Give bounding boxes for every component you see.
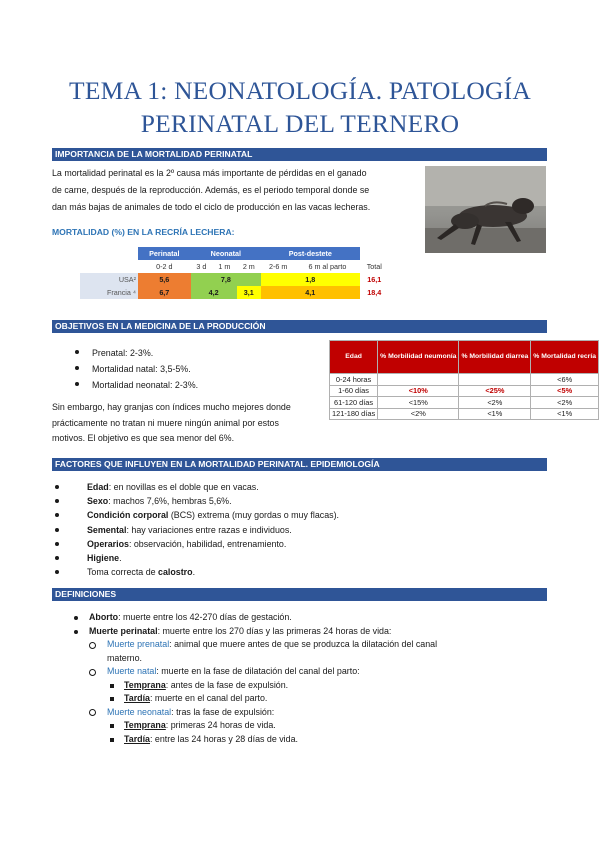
- paragraph-line: La mortalidad perinatal es la 2º causa más importante de pérdidas en el ganado: [52, 168, 367, 178]
- row-label: USA²: [80, 273, 138, 286]
- table-header-row: [80, 247, 389, 260]
- paragraph-line: prácticamente no tratan ni muere ningún animal por estos: [52, 417, 279, 428]
- list-item: [52, 508, 532, 522]
- table-cell: 61-120 días: [330, 397, 378, 409]
- table-cell: <6%: [531, 374, 599, 386]
- factor-text: .: [119, 553, 122, 564]
- table-cell: <5%: [531, 385, 599, 397]
- list-item: [52, 692, 547, 706]
- table-header-cell: Perinatal: [138, 247, 191, 260]
- table-row: [80, 286, 389, 299]
- list-item: [52, 537, 532, 551]
- table-cell: 1,8: [261, 273, 360, 286]
- table-header-cell: Neonatal: [191, 247, 261, 260]
- row-label: Francia ⁴: [80, 286, 138, 299]
- factor-term: Sexo: [87, 496, 109, 507]
- table-cell: <1%: [531, 408, 599, 420]
- calf-photo: [425, 166, 546, 253]
- list-item: [52, 611, 547, 625]
- table-row: [330, 408, 599, 420]
- table-cell: 5,6: [138, 273, 191, 286]
- def-term: Muerte neonatal: [107, 706, 172, 717]
- paragraph-line: de carne, después de la reproducción. Además, es el periodo temporal donde se: [52, 185, 370, 195]
- table-subheader-cell: 1 m: [212, 260, 236, 273]
- table-subheader-cell: 0-2 d: [138, 260, 191, 273]
- table-cell: [378, 374, 459, 386]
- factor-text: : en novillas es el doble que en vacas.: [108, 482, 259, 492]
- factor-term: Higiene: [87, 553, 120, 564]
- def-term: Tardía: [124, 733, 150, 744]
- table-cell: 121-180 días: [330, 408, 378, 420]
- def-term: Temprana: [124, 720, 166, 730]
- table-row: [330, 385, 599, 397]
- table-cell: <2%: [531, 397, 599, 409]
- factor-text: .: [192, 567, 196, 578]
- table-subheader-row: [80, 260, 389, 273]
- section-heading-objetivos: OBJETIVOS EN LA MEDICINA DE LA PRODUCCIÓN: [52, 320, 547, 333]
- list-item: [52, 665, 547, 679]
- table-header-cell: Post-destete: [261, 247, 360, 260]
- table-header-row: [330, 341, 599, 374]
- list-item: [52, 551, 532, 565]
- def-term: Aborto: [89, 612, 119, 622]
- list-item: [52, 494, 532, 508]
- table-cell: <1%: [459, 408, 531, 420]
- factor-term: Condición corporal: [87, 510, 169, 521]
- def-text: materno.: [107, 652, 143, 663]
- paragraph-line: dan más bajas de animales de todo el ciclo de producción en las vacas lecheras.: [52, 202, 371, 212]
- def-term: Muerte natal: [107, 666, 157, 676]
- list-item: [52, 523, 532, 537]
- table-subheader-cell: 2-6 m: [261, 260, 295, 273]
- title-line-2: PERINATAL DEL TERNERO: [140, 109, 460, 138]
- table-cell: <10%: [378, 385, 459, 397]
- factor-text: : hay variaciones entre razas e individuos.: [126, 524, 292, 535]
- table-cell: 3,1: [237, 286, 261, 299]
- list-item: [52, 733, 547, 747]
- section-heading-factores: FACTORES QUE INFLUYEN EN LA MORTALIDAD PERINATAL. EPIDEMIOLOGÍA: [52, 458, 547, 471]
- mortality-table: [80, 247, 389, 299]
- table-cell: 1-60 días: [330, 385, 378, 397]
- def-text: : muerte entre los 270 días y las primeras 24 horas de vida:: [157, 625, 392, 636]
- morbidity-table: [329, 340, 599, 420]
- def-term: Muerte prenatal: [107, 639, 170, 649]
- table-cell: <25%: [459, 385, 531, 397]
- mortality-subheading: MORTALIDAD (%) EN LA RECRÍA LECHERA:: [52, 227, 235, 237]
- table-cell: [459, 374, 531, 386]
- table-subheader-cell: Total: [360, 260, 389, 273]
- table-header-cell: Edad: [330, 341, 378, 374]
- def-text: : primeras 24 horas de vida.: [165, 720, 276, 730]
- list-item: [52, 625, 547, 639]
- factor-text: : machos 7,6%, hembras 5,6%.: [108, 496, 232, 507]
- table-cell: 4,2: [191, 286, 237, 299]
- table-cell-total: 18,4: [360, 286, 389, 299]
- list-item: [52, 719, 547, 733]
- section-heading-definiciones: DEFINICIONES: [52, 588, 547, 601]
- calf-photo-illustration: [425, 166, 546, 253]
- title-line-1: TEMA 1: NEONATOLOGÍA. PATOLOGÍA: [69, 76, 531, 105]
- factor-term: calostro: [158, 567, 193, 578]
- table-cell: 0-24 horas: [330, 374, 378, 386]
- factor-term: Operarios: [87, 538, 129, 549]
- list-item: Mortalidad neonatal: 2-3%.: [72, 377, 312, 393]
- table-header-cell: % Mortalidad recría: [531, 341, 599, 374]
- factor-term: Edad: [87, 482, 109, 492]
- list-item: [52, 706, 547, 720]
- table-row: [80, 273, 389, 286]
- table-row: [330, 397, 599, 409]
- list-item: [52, 565, 532, 579]
- page-title: [40, 74, 560, 140]
- list-item: [52, 638, 547, 665]
- def-text: : entre las 24 horas y 28 días de vida.: [149, 733, 298, 744]
- list-item: Mortalidad natal: 3,5-5%.: [72, 361, 312, 377]
- factor-text: (BCS) extrema (muy gordas o muy flacas).: [168, 510, 340, 521]
- factor-prefix: Toma correcta de: [87, 567, 159, 578]
- paragraph-line: Sin embargo, hay granjas con índices mucho mejores donde: [52, 402, 291, 412]
- table-cell: <2%: [459, 397, 531, 409]
- def-text: : tras la fase de expulsión:: [171, 706, 275, 717]
- def-term: Muerte perinatal: [89, 625, 158, 636]
- importancia-paragraph: [52, 165, 422, 216]
- table-subheader-cell: 6 m al parto: [295, 260, 359, 273]
- table-cell: 6,7: [138, 286, 191, 299]
- def-text: : antes de la fase de expulsión.: [165, 679, 289, 690]
- def-text: : muerte en la fase de dilatación del canal del parto:: [156, 666, 360, 676]
- def-text: : muerte en el canal del parto.: [149, 693, 268, 703]
- list-item: [52, 679, 547, 693]
- factores-list: [52, 480, 532, 579]
- table-header-cell: % Morbilidad diarrea: [459, 341, 531, 374]
- table-cell-total: 16,1: [360, 273, 389, 286]
- table-subheader-cell: 3 d: [191, 260, 212, 273]
- def-term: Temprana: [124, 679, 166, 690]
- def-text: : animal que muere antes de que se produzca la dilatación del canal: [169, 639, 438, 649]
- table-header-cell: % Morbilidad neumonía: [378, 341, 459, 374]
- objetivos-paragraph: [52, 400, 327, 447]
- objetivos-list: [72, 345, 312, 393]
- factor-text: : observación, habilidad, entrenamiento.: [128, 538, 287, 549]
- table-cell: <2%: [378, 408, 459, 420]
- table-cell: 7,8: [191, 273, 261, 286]
- paragraph-line: motivos. El objetivo es que sea menor del 6%.: [52, 433, 235, 443]
- definiciones-list: [52, 611, 547, 746]
- factor-term: Semental: [87, 524, 127, 535]
- table-cell: 4,1: [261, 286, 360, 299]
- list-item: Prenatal: 2-3%.: [72, 345, 312, 361]
- list-item: [52, 480, 532, 494]
- table-row: [330, 374, 599, 386]
- def-text: : muerte entre los 42-270 días de gestación.: [118, 612, 292, 622]
- def-term: Tardía: [124, 693, 150, 703]
- table-cell: <15%: [378, 397, 459, 409]
- section-heading-importancia: IMPORTANCIA DE LA MORTALIDAD PERINATAL: [52, 148, 547, 161]
- table-subheader-cell: 2 m: [237, 260, 261, 273]
